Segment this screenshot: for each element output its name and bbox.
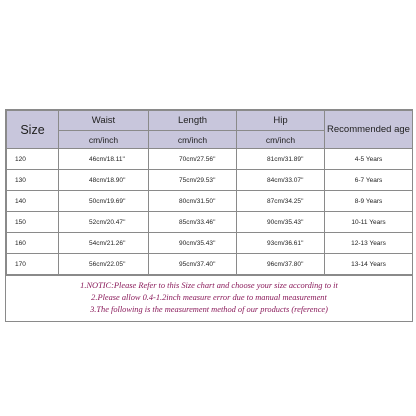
hip-cell: 87cm/34.25'' xyxy=(237,191,325,212)
waist-cell: 48cm/18.90'' xyxy=(59,170,149,191)
hip-cell: 96cm/37.80'' xyxy=(237,254,325,275)
length-header: Length xyxy=(149,111,237,131)
waist-cell: 46cm/18.11'' xyxy=(59,149,149,170)
size-header: Size xyxy=(7,111,59,149)
length-cell: 90cm/35.43'' xyxy=(149,233,237,254)
size-cell: 160 xyxy=(7,233,59,254)
waist-cell: 52cm/20.47'' xyxy=(59,212,149,233)
length-cell: 80cm/31.50'' xyxy=(149,191,237,212)
size-cell: 170 xyxy=(7,254,59,275)
age-cell: 12-13 Years xyxy=(325,233,413,254)
hip-unit: cm/inch xyxy=(237,131,325,149)
recommended-age-header: Recommended age xyxy=(325,111,413,149)
notes-block xyxy=(6,275,412,321)
size-cell: 140 xyxy=(7,191,59,212)
waist-header: Waist xyxy=(59,111,149,131)
age-cell: 4-5 Years xyxy=(325,149,413,170)
length-cell: 95cm/37.40'' xyxy=(149,254,237,275)
waist-cell: 54cm/21.26'' xyxy=(59,233,149,254)
size-cell: 150 xyxy=(7,212,59,233)
hip-cell: 81cm/31.89'' xyxy=(237,149,325,170)
table-row xyxy=(7,212,413,233)
table-row xyxy=(7,170,413,191)
length-cell: 75cm/29.53'' xyxy=(149,170,237,191)
length-cell: 70cm/27.56'' xyxy=(149,149,237,170)
size-cell: 120 xyxy=(7,149,59,170)
hip-cell: 90cm/35.43'' xyxy=(237,212,325,233)
length-cell: 85cm/33.46'' xyxy=(149,212,237,233)
age-cell: 10-11 Years xyxy=(325,212,413,233)
age-cell: 6-7 Years xyxy=(325,170,413,191)
waist-unit: cm/inch xyxy=(59,131,149,149)
note-line: 3.The following is the measurement method of our products (reference) xyxy=(90,305,328,314)
table-row xyxy=(7,191,413,212)
waist-cell: 56cm/22.05'' xyxy=(59,254,149,275)
hip-header: Hip xyxy=(237,111,325,131)
size-table xyxy=(6,110,413,275)
length-unit: cm/inch xyxy=(149,131,237,149)
table-row xyxy=(7,254,413,275)
waist-cell: 50cm/19.69'' xyxy=(59,191,149,212)
hip-cell: 93cm/36.61'' xyxy=(237,233,325,254)
table-row xyxy=(7,233,413,254)
hip-cell: 84cm/33.07'' xyxy=(237,170,325,191)
header-row xyxy=(7,111,413,131)
table-row xyxy=(7,149,413,170)
note-line: 1.NOTIC:Please Refer to this Size chart and choose your size according to it xyxy=(80,281,338,290)
size-chart xyxy=(5,109,413,322)
age-cell: 8-9 Years xyxy=(325,191,413,212)
age-cell: 13-14 Years xyxy=(325,254,413,275)
note-line: 2.Please allow 0.4-1.2inch measure error due to manual measurement xyxy=(91,293,327,302)
size-cell: 130 xyxy=(7,170,59,191)
